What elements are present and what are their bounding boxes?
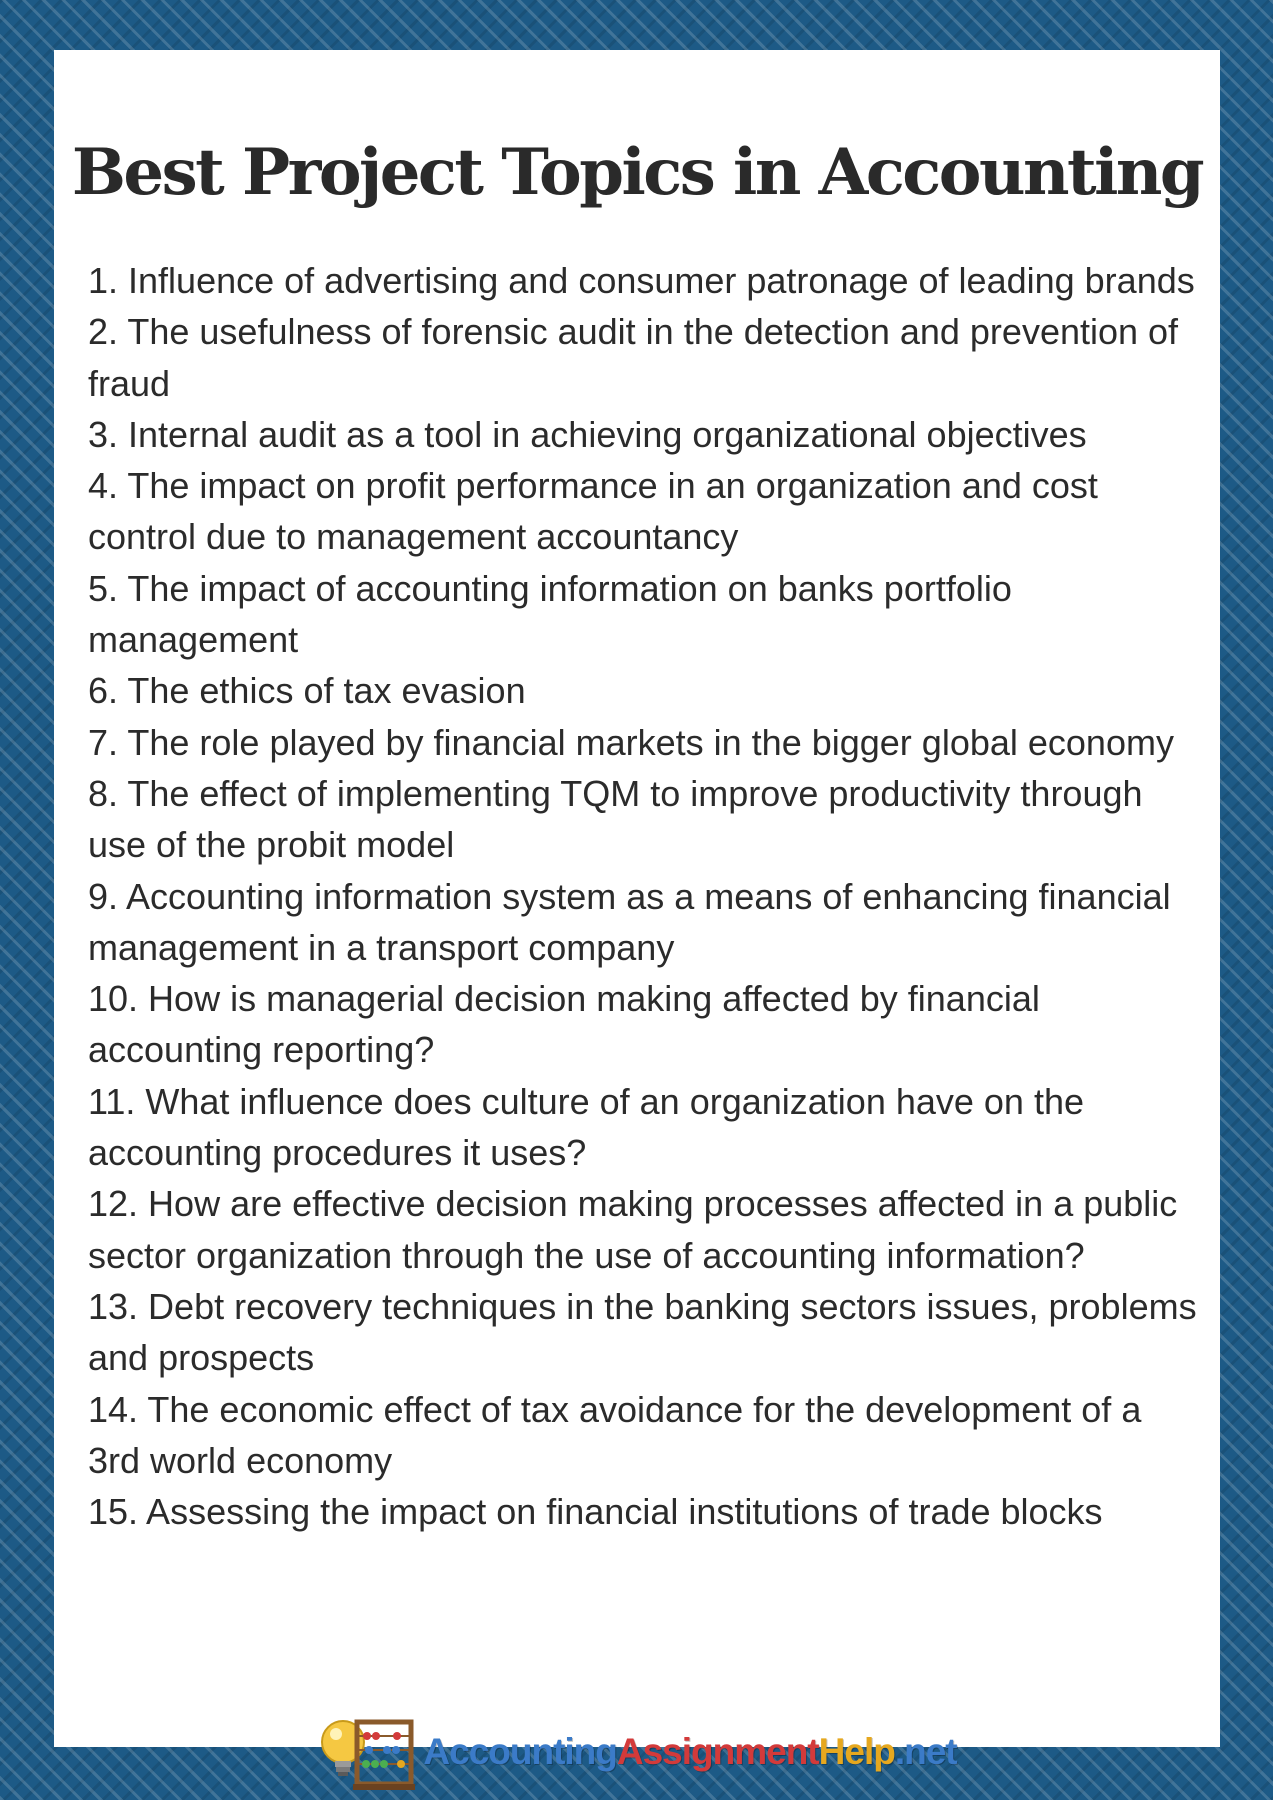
topic-item: 12. How are effective decision making processes affected in a public sector organization through the use of accounting information? bbox=[88, 1183, 1178, 1276]
topic-item: 13. Debt recovery techniques in the banking sectors issues, problems and prospects bbox=[88, 1285, 1197, 1379]
lightbulb-abacus-icon bbox=[317, 1712, 417, 1792]
topic-item: 10. How is managerial decision making affected by financial accounting reporting? bbox=[88, 978, 1040, 1071]
topic-item: 7. The role played by financial markets in the bigger global economy bbox=[88, 721, 1174, 763]
logo-wordmark: AccountingAssignmentHelp.net bbox=[423, 1731, 957, 1772]
topic-item: 15. Assessing the impact on financial institutions of trade blocks bbox=[88, 1491, 1103, 1533]
content-card bbox=[54, 50, 1220, 1772]
topic-item: 14. The economic effect of tax avoidance for the development of a 3rd world economy bbox=[88, 1388, 1142, 1481]
topic-item: 11. What influence does culture of an organization have on the accounting procedures it uses? bbox=[88, 1080, 1084, 1174]
topic-item: 3. Internal audit as a tool in achieving organizational objectives bbox=[88, 413, 1087, 455]
topic-item: 9. Accounting information system as a means of enhancing financial management in a transport company bbox=[88, 875, 1171, 968]
footer-logo bbox=[54, 1710, 1220, 1794]
topic-item: 6. The ethics of tax evasion bbox=[88, 670, 526, 712]
topic-item: 4. The impact on profit performance in an organization and cost control due to management accountancy bbox=[88, 465, 1098, 558]
topic-list bbox=[88, 255, 1203, 1537]
page-title: Best Project Topics in Accounting bbox=[71, 135, 1203, 210]
topic-item: 5. The impact of accounting information on banks portfolio management bbox=[88, 567, 1012, 661]
topic-item: 8. The effect of implementing TQM to improve productivity through use of the probit model bbox=[88, 772, 1143, 866]
topic-item: 1. Influence of advertising and consumer patronage of leading brands bbox=[88, 260, 1195, 301]
topic-item: 2. The usefulness of forensic audit in the detection and prevention of fraud bbox=[88, 311, 1179, 404]
